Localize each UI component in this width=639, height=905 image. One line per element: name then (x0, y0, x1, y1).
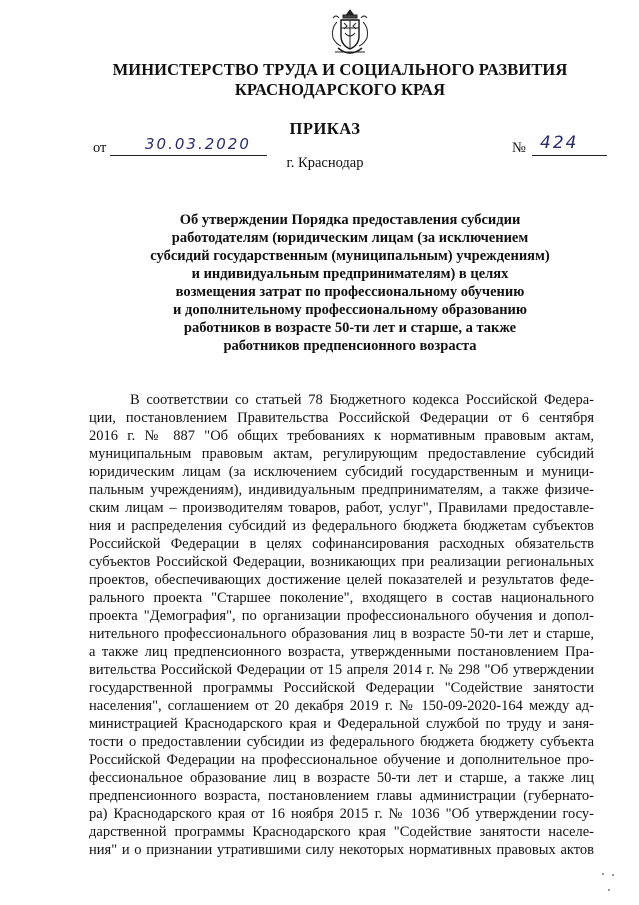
scan-speck (608, 889, 610, 891)
body-line: юридическим лицам (за исключением субсидий государственным и муници- (89, 464, 594, 480)
scan-speck (602, 873, 604, 875)
number-label: № (512, 140, 526, 156)
body-line: ния" и о признании утратившими силу некоторых нормативных правовых актов (89, 842, 594, 858)
body-line: государственной программы Российской Федерации "Содействие занятости (89, 680, 594, 696)
subject-line: субсидий государственным (муниципальным) учреждениям) (150, 248, 550, 264)
body-line: субъектов Российской Федерации, возникающих при реализации региональных (89, 554, 594, 570)
scan-speck (612, 874, 614, 876)
order-title: ПРИКАЗ (289, 119, 361, 138)
date-underline (110, 155, 267, 156)
body-line: населения", соглашением от 20 декабря 2019 г. № 150-09-2020-164 между ад- (89, 698, 594, 714)
city-label: г. Краснодар (286, 155, 364, 171)
subject-line: и дополнительному профессиональному образованию (173, 302, 527, 318)
subject-line: возмещения затрат по профессиональному обучению (175, 284, 525, 300)
body-line: 2016 г. № 887 "Об общих требованиях к нормативным правовым актам, (89, 428, 594, 444)
body-line: ния и распределения субсидий из федерального бюджета бюджетам субъектов (89, 518, 594, 534)
body-line: муниципальным правовым актам, регулирующим предоставление субсидий (89, 446, 594, 462)
ministry-name-line-2: КРАСНОДАРСКОГО КРАЯ (234, 80, 446, 99)
body-line: проектов, обеспечивающих достижение целей показателей и результатов феде- (89, 572, 594, 588)
body-line: В соответствии со статьей 78 Бюджетного кодекса Российской Федера- (130, 392, 594, 408)
body-line: тости о предоставлении субсидии из федерального бюджета бюджету субъекта (89, 734, 594, 750)
body-line: предпенсионного возраста, постановлением главы администрации (губернато- (89, 788, 594, 804)
body-line: Российской Федерации на профессиональное обучение и дополнительное про- (89, 752, 594, 768)
body-line: ции, постановлением Правительства Российской Федерации от 6 сентября (89, 410, 594, 426)
body-line: вительства Российской Федерации от 15 апреля 2014 г. № 298 "Об утверждении (89, 662, 594, 678)
body-line: ским лицам – производителям товаров, работ, услуг", Правилами предоставле- (89, 500, 594, 516)
subject-line: Об утверждении Порядка предоставления субсидии (179, 212, 521, 228)
body-line: министрацией Краснодарского края и Федеральной службой по труду и заня- (89, 716, 594, 732)
body-line: дарственной программы Краснодарского края "Содействие занятости населе- (89, 824, 594, 840)
subject-line: работников в возрасте 50-ти лет и старше, а также (183, 320, 517, 336)
ministry-name-line-1: МИНИСТЕРСТВО ТРУДА И СОЦИАЛЬНОГО РАЗВИТИЯ (112, 60, 568, 79)
number-value: 424 (540, 133, 579, 153)
number-underline (532, 155, 607, 156)
body-line: фессиональное образование лиц в возрасте 50-ти лет и старше, а также лиц (89, 770, 594, 786)
body-line: нительного профессионального образования лиц в возрасте 50-ти лет и старше, (89, 626, 594, 642)
body-line: рального проекта "Старшее поколение", входящего в состав национального (89, 590, 594, 606)
body-line: проекта "Демография", по организации профессионального обучения и допол- (89, 608, 594, 624)
body-line: Российской Федерации в целях софинансирования расходных обязательств (89, 536, 594, 552)
body-line: пальным учреждениям), индивидуальным предпринимателям, а также физиче- (89, 482, 594, 498)
subject-line: работников предпенсионного возраста (223, 338, 477, 354)
body-line: а также лиц предпенсионного возраста, утвержденными постановлением Пра- (89, 644, 594, 660)
krasnodar-krai-coat-of-arms-icon (329, 8, 371, 58)
body-line: ра) Краснодарского края от 16 ноября 2015 г. № 1036 "Об утверждении госу- (89, 806, 594, 822)
subject-line: работодателям (юридическим лицам (за исключением (171, 230, 529, 246)
date-value: 30.03.2020 (145, 135, 251, 153)
subject-line: и индивидуальным предпринимателям) в целях (191, 266, 509, 282)
date-label: от (93, 140, 107, 156)
